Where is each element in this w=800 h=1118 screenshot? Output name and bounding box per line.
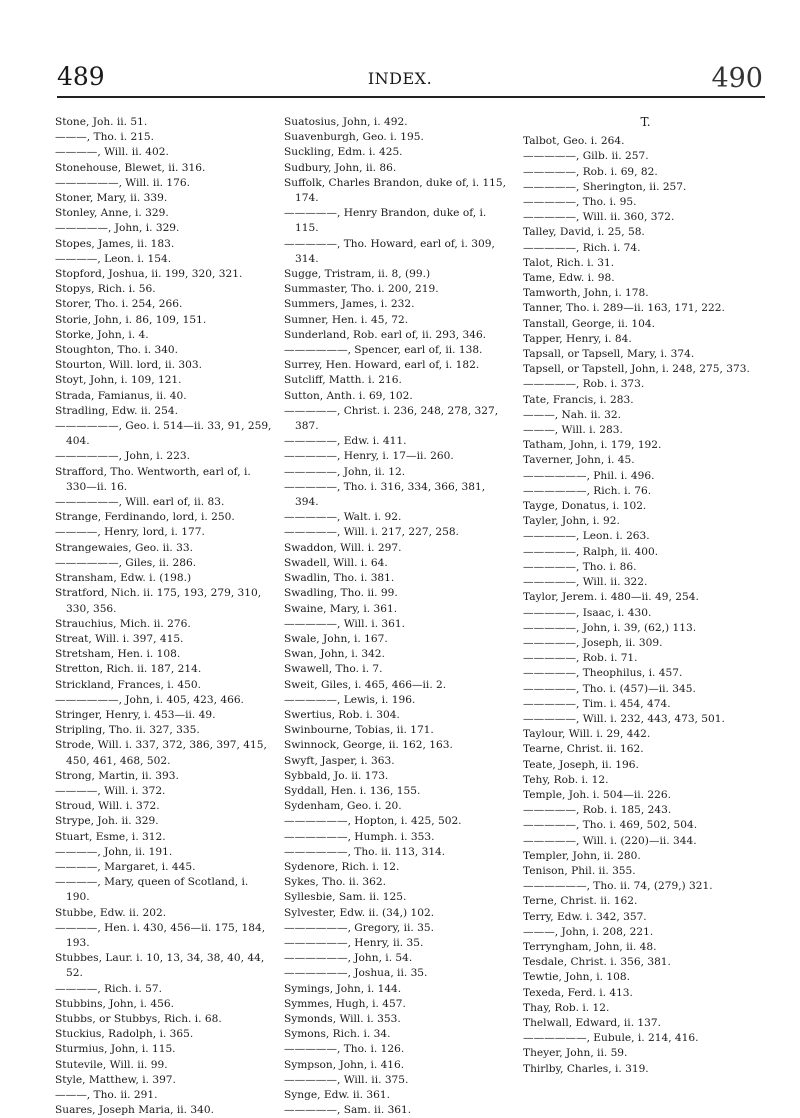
index-entry: Tearne, Christ. ii. 162. — [523, 743, 644, 756]
index-entry: Strafford, Tho. Wentworth, earl of, i. 330—ii. 16. — [55, 465, 251, 493]
index-entry: Stubbs, or Stubbys, Rich. i. 68. — [55, 1012, 222, 1025]
index-entry: Swadlin, Tho. i. 381. — [284, 572, 395, 585]
index-entry: —————, Tho. Howard, earl of, i. 309, 314. — [284, 237, 495, 265]
index-entry: Stroud, Will. i. 372. — [55, 800, 160, 813]
index-entry: Tamworth, John, i. 178. — [523, 287, 649, 300]
index-entry: —————, Theophilus, i. 457. — [523, 667, 683, 680]
index-entry: Tenison, Phil. ii. 355. — [523, 864, 636, 877]
index-entry: Syddall, Hen. i. 136, 155. — [284, 784, 421, 797]
index-entry: ——————, Tho. ii. 113, 314. — [284, 845, 446, 858]
index-entry: ———, John, i. 208, 221. — [523, 925, 654, 938]
index-entry: —————, Tho. i. 316, 334, 366, 381, 394. — [284, 480, 486, 509]
index-entry: Strickland, Frances, i. 450. — [55, 678, 202, 691]
page-number-left: 489 — [57, 62, 105, 91]
index-entry: Swaddon, Will. i. 297. — [284, 541, 402, 554]
index-entry: Sykes, Tho. ii. 362. — [284, 876, 387, 889]
index-entry: Strada, Famianus, ii. 40. — [55, 389, 187, 402]
index-entry: Stopys, Rich. i. 56. — [55, 283, 156, 296]
index-entry: —————, Will. ii. 360, 372. — [523, 211, 675, 224]
index-entry: —————, Rob. i. 71. — [523, 652, 638, 665]
index-entry: Strangewaies, Geo. ii. 33. — [55, 541, 193, 554]
index-entry: Strong, Martin, ii. 393. — [55, 769, 179, 782]
index-entry: Sutcliff, Matth. i. 216. — [284, 374, 402, 387]
index-entry: Symons, Rich. i. 34. — [284, 1028, 391, 1041]
index-entry: Stradling, Edw. ii. 254. — [55, 404, 178, 417]
index-entry: Talley, David, i. 25, 58. — [523, 226, 645, 239]
index-entry: Talot, Rich. i. 31. — [523, 256, 615, 269]
index-entry: Suares, Joseph Maria, ii. 340. — [55, 1104, 214, 1117]
page-number-right: 490 — [711, 63, 763, 94]
index-entry: —————, Tho. i. 126. — [284, 1043, 405, 1056]
index-entry: —————, Will. i. 361. — [284, 617, 406, 630]
index-entry: Storke, John, i. 4. — [55, 328, 149, 341]
index-entry: Stringer, Henry, i. 453—ii. 49. — [55, 708, 216, 721]
index-entry: Swinnock, George, ii. 162, 163. — [284, 739, 453, 752]
index-entry: Stutevile, Will. ii. 99. — [55, 1058, 168, 1071]
index-entry: ——————, Humph. i. 353. — [284, 830, 435, 843]
index-entry: ——————, Will. ii. 176. — [55, 176, 190, 189]
index-entry: Tapsell, or Tapstell, John, i. 248, 275, 373. — [523, 363, 750, 376]
index-entry: —————, Rob. i. 373. — [523, 378, 645, 391]
index-entry: Stubbes, Laur. i. 10, 13, 34, 38, 40, 44, 52. — [55, 952, 265, 980]
index-entry: —————, Tho. i. 469, 502, 504. — [523, 819, 698, 832]
index-entry: Temple, Joh. i. 504—ii. 226. — [523, 788, 671, 801]
index-entry: Stonehouse, Blewet, ii. 316. — [55, 161, 206, 174]
index-entry: Swertius, Rob. i. 304. — [284, 708, 400, 721]
index-entry: Stuckius, Radolph, i. 365. — [55, 1028, 194, 1041]
index-entry: Strype, Joh. ii. 329. — [55, 815, 159, 828]
index-entry: Terryngham, John, ii. 48. — [523, 940, 657, 953]
index-entry: —————, Will. ii. 322. — [523, 576, 648, 589]
index-entry: ——————, Phil. i. 496. — [523, 469, 655, 482]
index-entry: Thay, Rob. i. 12. — [523, 1001, 610, 1014]
index-entry: —————, Will. i. (220)—ii. 344. — [523, 834, 697, 847]
index-entry: ——————, John, i. 223. — [55, 450, 191, 463]
index-entry: Stretsham, Hen. i. 108. — [55, 648, 181, 661]
index-entry: —————, Rich. i. 74. — [523, 241, 641, 254]
index-entry: Summers, James, i. 232. — [284, 298, 415, 311]
index-entry: ——————, Hopton, i. 425, 502. — [284, 815, 462, 828]
index-entry: ———, Tho. ii. 291. — [55, 1089, 158, 1101]
index-entry: —————, Will. i. 232, 443, 473, 501. — [523, 712, 725, 725]
index-entry: —————, Tim. i. 454, 474. — [523, 697, 671, 710]
index-entry: —————, Lewis, i. 196. — [284, 693, 416, 706]
index-entry: Streat, Will. i. 397, 415. — [55, 632, 184, 645]
index-entry: Synge, Edw. ii. 361. — [284, 1089, 391, 1101]
index-entry: Stoughton, Tho. i. 340. — [55, 344, 179, 357]
index-entry: Taylor, Jerem. i. 480—ii. 49, 254. — [523, 591, 699, 604]
index-entry: —————, Gilb. ii. 257. — [523, 150, 649, 163]
index-entry: Swyft, Jasper, i. 363. — [284, 754, 395, 767]
index-entry: —————, Rob. i. 185, 243. — [523, 804, 672, 817]
index-entry: Talbot, Geo. i. 264. — [523, 135, 625, 148]
index-entry: ————, Mary, queen of Scotland, i. 190. — [55, 876, 249, 904]
index-entry: Storer, Tho. i. 254, 266. — [55, 298, 183, 311]
index-entry: ————, Rich. i. 57. — [55, 982, 162, 995]
index-entry: Sumner, Hen. i. 45, 72. — [284, 313, 409, 326]
index-entry: Swaine, Mary, i. 361. — [284, 602, 398, 615]
index-entry: Swale, John, i. 167. — [284, 632, 388, 645]
index-entry: ———, Will. i. 283. — [523, 424, 623, 437]
index-entry: Stopford, Joshua, ii. 199, 320, 321. — [55, 268, 243, 281]
index-entry: ——————, Gregory, ii. 35. — [284, 921, 434, 934]
index-entry: —————, Will. ii. 375. — [284, 1073, 409, 1086]
index-entry: Sutton, Anth. i. 69, 102. — [284, 389, 413, 402]
index-entry: Tame, Edw. i. 98. — [523, 272, 615, 285]
index-entry: ———, Nah. ii. 32. — [523, 408, 622, 421]
index-entry: —————, Joseph, ii. 309. — [523, 636, 663, 649]
index-entry: —————, Leon. i. 263. — [523, 530, 650, 543]
index-entry: Strange, Ferdinando, lord, i. 250. — [55, 511, 235, 524]
index-entry: Sydenore, Rich. i. 12. — [284, 860, 400, 873]
index-entry: Strauchius, Mich. ii. 276. — [55, 617, 191, 630]
index-entry: Stubbins, John, i. 456. — [55, 997, 174, 1010]
index-entry: —————, John, i. 39, (62,) 113. — [523, 621, 697, 634]
index-entry: Swadling, Tho. ii. 99. — [284, 587, 398, 600]
index-entry: Stopes, James, ii. 183. — [55, 237, 175, 250]
index-entry: Symings, John, i. 144. — [284, 982, 402, 995]
index-entry: ————, Hen. i. 430, 456—ii. 175, 184, 193. — [55, 921, 266, 949]
index-entry: Thelwall, Edward, ii. 137. — [523, 1016, 662, 1029]
index-entry: Symmes, Hugh, i. 457. — [284, 997, 406, 1010]
index-entry: Theyer, John, ii. 59. — [523, 1047, 628, 1060]
index-entry: ——————, Rich. i. 76. — [523, 484, 652, 497]
index-entry: —————, Henry Brandon, duke of, i. 115. — [284, 207, 487, 235]
index-entry: ——————, John, i. 54. — [284, 952, 413, 965]
index-entry: ——————, Will. earl of, ii. 83. — [55, 496, 225, 509]
index-entry: Tatham, John, i. 179, 192. — [523, 439, 662, 452]
index-entry: Tayge, Donatus, i. 102. — [523, 500, 647, 513]
index-entry: —————, John, ii. 12. — [284, 465, 406, 478]
index-entry: Tayler, John, i. 92. — [523, 515, 620, 528]
index-entry: Teate, Joseph, ii. 196. — [523, 758, 639, 771]
index-entry: ——————, Tho. ii. 74, (279,) 321. — [523, 880, 713, 893]
index-column-3 — [523, 115, 768, 1077]
index-entry: Tewtie, John, i. 108. — [523, 971, 630, 984]
index-entry: Sweit, Giles, i. 465, 466—ii. 2. — [284, 678, 447, 691]
index-entry: Stoner, Mary, ii. 339. — [55, 192, 168, 205]
index-entry: Tanner, Tho. i. 289—ii. 163, 171, 222. — [523, 302, 725, 315]
index-entry: Swan, John, i. 342. — [284, 648, 385, 661]
index-entry: Stourton, Will. lord, ii. 303. — [55, 359, 203, 372]
index-entry: —————, Edw. i. 411. — [284, 435, 407, 448]
index-entry: —————, Christ. i. 236, 248, 278, 327, 387. — [284, 404, 499, 433]
index-entry: Stripling, Tho. ii. 327, 335. — [55, 724, 200, 737]
index-entry: ————, Margaret, i. 445. — [55, 860, 196, 873]
index-entry: —————, Tho. i. 95. — [523, 196, 637, 209]
index-entry: Sunderland, Rob. earl of, ii. 293, 346. — [284, 328, 487, 341]
index-entry: Stratford, Nich. ii. 175, 193, 279, 310, 330, 356. — [55, 587, 262, 615]
index-entry: Stretton, Rich. ii. 187, 214. — [55, 663, 202, 676]
index-entry: ——————, Eubule, i. 214, 416. — [523, 1032, 699, 1045]
header-rule — [57, 96, 765, 98]
index-entry: Terry, Edw. i. 342, 357. — [523, 910, 647, 923]
index-entry: —————, Sam. ii. 361. — [284, 1104, 412, 1117]
index-entry: Stuart, Esme, i. 312. — [55, 830, 166, 843]
index-entry: Templer, John, ii. 280. — [523, 849, 641, 862]
index-column-2 — [284, 115, 508, 1118]
index-entry: Tapper, Henry, i. 84. — [523, 332, 632, 345]
index-entry: ————, Will. ii. 402. — [55, 146, 169, 159]
index-entry: —————, John, i. 329. — [55, 222, 180, 235]
index-entry: Tesdale, Christ. i. 356, 381. — [523, 956, 671, 969]
index-entry: ————, Will. i. 372. — [55, 784, 166, 797]
index-entry: Storie, John, i. 86, 109, 151. — [55, 313, 207, 326]
index-entry: Terne, Christ. ii. 162. — [523, 895, 638, 908]
index-entry: ——————, Geo. i. 514—ii. 33, 91, 259, 404. — [55, 420, 272, 448]
index-entry: —————, Tho. i. (457)—ii. 345. — [523, 682, 696, 695]
index-entry: Symonds, Will. i. 353. — [284, 1012, 401, 1025]
index-entry: Swadell, Will. i. 64. — [284, 556, 388, 569]
index-entry: Sybbald, Jo. ii. 173. — [284, 769, 389, 782]
index-entry: ———, Tho. i. 215. — [55, 131, 155, 144]
index-entry: Summaster, Tho. i. 200, 219. — [284, 283, 439, 296]
index-entry: —————, Walt. i. 92. — [284, 511, 402, 524]
index-entry: ————, John, ii. 191. — [55, 845, 173, 858]
section-letter-t: T. — [640, 115, 651, 129]
index-entry: Style, Matthew, i. 397. — [55, 1073, 176, 1086]
index-entry: Swinbourne, Tobias, ii. 171. — [284, 724, 434, 737]
index-entry: —————, Sherington, ii. 257. — [523, 180, 687, 193]
index-entry: Sylvester, Edw. ii. (34,) 102. — [284, 906, 435, 919]
index-entry: Sudbury, John, ii. 86. — [284, 161, 397, 174]
index-entry: Texeda, Ferd. i. 413. — [523, 986, 633, 999]
index-entry: Stoyt, John, i. 109, 121. — [55, 374, 182, 387]
index-entry: Sympson, John, i. 416. — [284, 1058, 405, 1071]
index-entry: —————, Ralph, ii. 400. — [523, 545, 659, 558]
index-entry: Suckling, Edm. i. 425. — [284, 146, 403, 159]
index-entry: —————, Tho. i. 86. — [523, 560, 637, 573]
index-entry: Surrey, Hen. Howard, earl of, i. 182. — [284, 359, 480, 372]
index-column-1 — [55, 115, 273, 1118]
index-entry: ——————, Spencer, earl of, ii. 138. — [284, 344, 483, 357]
index-entry: Suffolk, Charles Brandon, duke of, i. 115, 174. — [284, 176, 507, 205]
index-entry: Taverner, John, i. 45. — [523, 454, 635, 467]
index-entry: ——————, John, i. 405, 423, 466. — [55, 693, 244, 706]
index-entry: Stonley, Anne, i. 329. — [55, 207, 169, 220]
index-entry: Tapsall, or Tapsell, Mary, i. 374. — [523, 348, 695, 361]
index-entry: —————, Will. i. 217, 227, 258. — [284, 526, 459, 539]
index-entry: —————, Rob. i. 69, 82. — [523, 165, 658, 178]
index-entry: Tate, Francis, i. 283. — [523, 393, 634, 406]
index-entry: Suavenburgh, Geo. i. 195. — [284, 131, 424, 144]
index-entry: Taylour, Will. i. 29, 442. — [523, 728, 651, 741]
index-entry: Swawell, Tho. i. 7. — [284, 663, 383, 676]
index-entry: Stransham, Edw. i. (198.) — [55, 572, 192, 585]
index-entry: Sydenham, Geo. i. 20. — [284, 800, 402, 813]
index-entry: Sugge, Tristram, ii. 8, (99.) — [284, 268, 431, 281]
index-entry: Tehy, Rob. i. 12. — [523, 773, 609, 786]
index-entry: Strode, Will. i. 337, 372, 386, 397, 415, 450, 461, 468, 502. — [55, 739, 267, 767]
index-entry: ——————, Joshua, ii. 35. — [284, 967, 428, 980]
index-entry: Thirlby, Charles, i. 319. — [523, 1062, 649, 1075]
running-title: INDEX. — [367, 69, 433, 88]
index-entry: Tanstall, George, ii. 104. — [523, 317, 655, 330]
index-entry: —————, Henry, i. 17—ii. 260. — [284, 450, 454, 463]
index-entry: —————, Isaac, i. 430. — [523, 606, 652, 619]
index-entry: ——————, Henry, ii. 35. — [284, 936, 424, 949]
index-entry: Stubbe, Edw. ii. 202. — [55, 906, 167, 919]
index-entry: ——————, Giles, ii. 286. — [55, 556, 197, 569]
index-entry: Suatosius, John, i. 492. — [284, 116, 408, 128]
index-entry: Syllesbie, Sam. ii. 125. — [284, 891, 407, 904]
index-entry: ————, Henry, lord, i. 177. — [55, 526, 205, 539]
index-entry: Sturmius, John, i. 115. — [55, 1043, 176, 1056]
index-entry: Stone, Joh. ii. 51. — [55, 116, 148, 128]
index-entry: ————, Leon. i. 154. — [55, 252, 172, 265]
